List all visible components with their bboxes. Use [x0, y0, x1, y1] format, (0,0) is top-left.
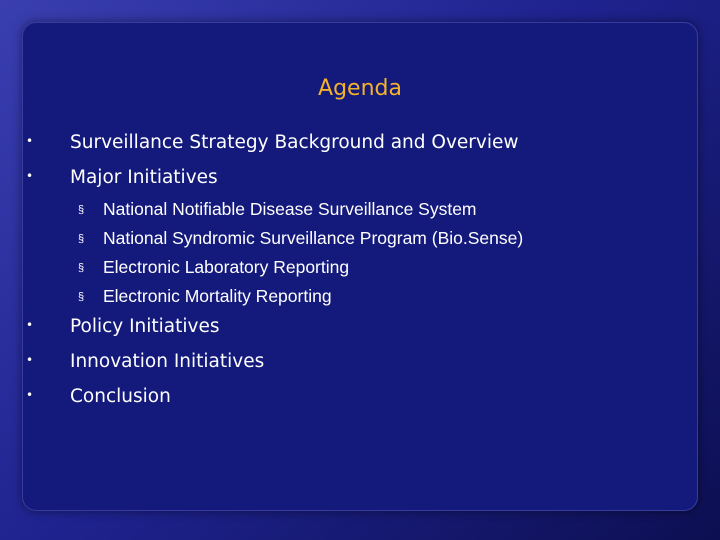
sub-item-label: National Notifiable Disease Surveillance System: [103, 199, 477, 219]
sub-bullet-icon: §: [78, 262, 85, 274]
bullet-icon: •: [26, 134, 34, 148]
agenda-item-policy: [26, 316, 220, 337]
agenda-item-label: Innovation Initiatives: [70, 351, 265, 372]
agenda-item-label: Major Initiatives: [70, 167, 218, 188]
agenda-item-label: Conclusion: [70, 386, 171, 407]
sub-item-biosense: [78, 228, 523, 249]
sub-item-mortality-reporting: [78, 286, 332, 307]
sub-item-nndss: [78, 199, 477, 220]
agenda-item-label: Surveillance Strategy Background and Overview: [70, 132, 519, 153]
agenda-item-innovation: [26, 351, 264, 372]
sub-item-lab-reporting: [78, 257, 349, 278]
sub-bullet-icon: §: [78, 291, 85, 303]
agenda-item-conclusion: [26, 386, 171, 407]
agenda-item-major-initiatives: [26, 167, 218, 188]
slide-title: Agenda: [318, 76, 402, 101]
sub-bullet-icon: §: [78, 204, 85, 216]
sub-item-label: Electronic Laboratory Reporting: [103, 257, 350, 277]
sub-item-label: National Syndromic Surveillance Program (Bio.Sense): [103, 228, 524, 248]
agenda-item-strategy: [26, 132, 519, 153]
agenda-item-label: Policy Initiatives: [70, 316, 220, 337]
bullet-icon: •: [26, 169, 34, 183]
sub-item-label: Electronic Mortality Reporting: [103, 286, 332, 306]
bullet-icon: •: [26, 388, 34, 402]
bullet-icon: •: [26, 318, 34, 332]
sub-bullet-icon: §: [78, 233, 85, 245]
bullet-icon: •: [26, 353, 34, 367]
